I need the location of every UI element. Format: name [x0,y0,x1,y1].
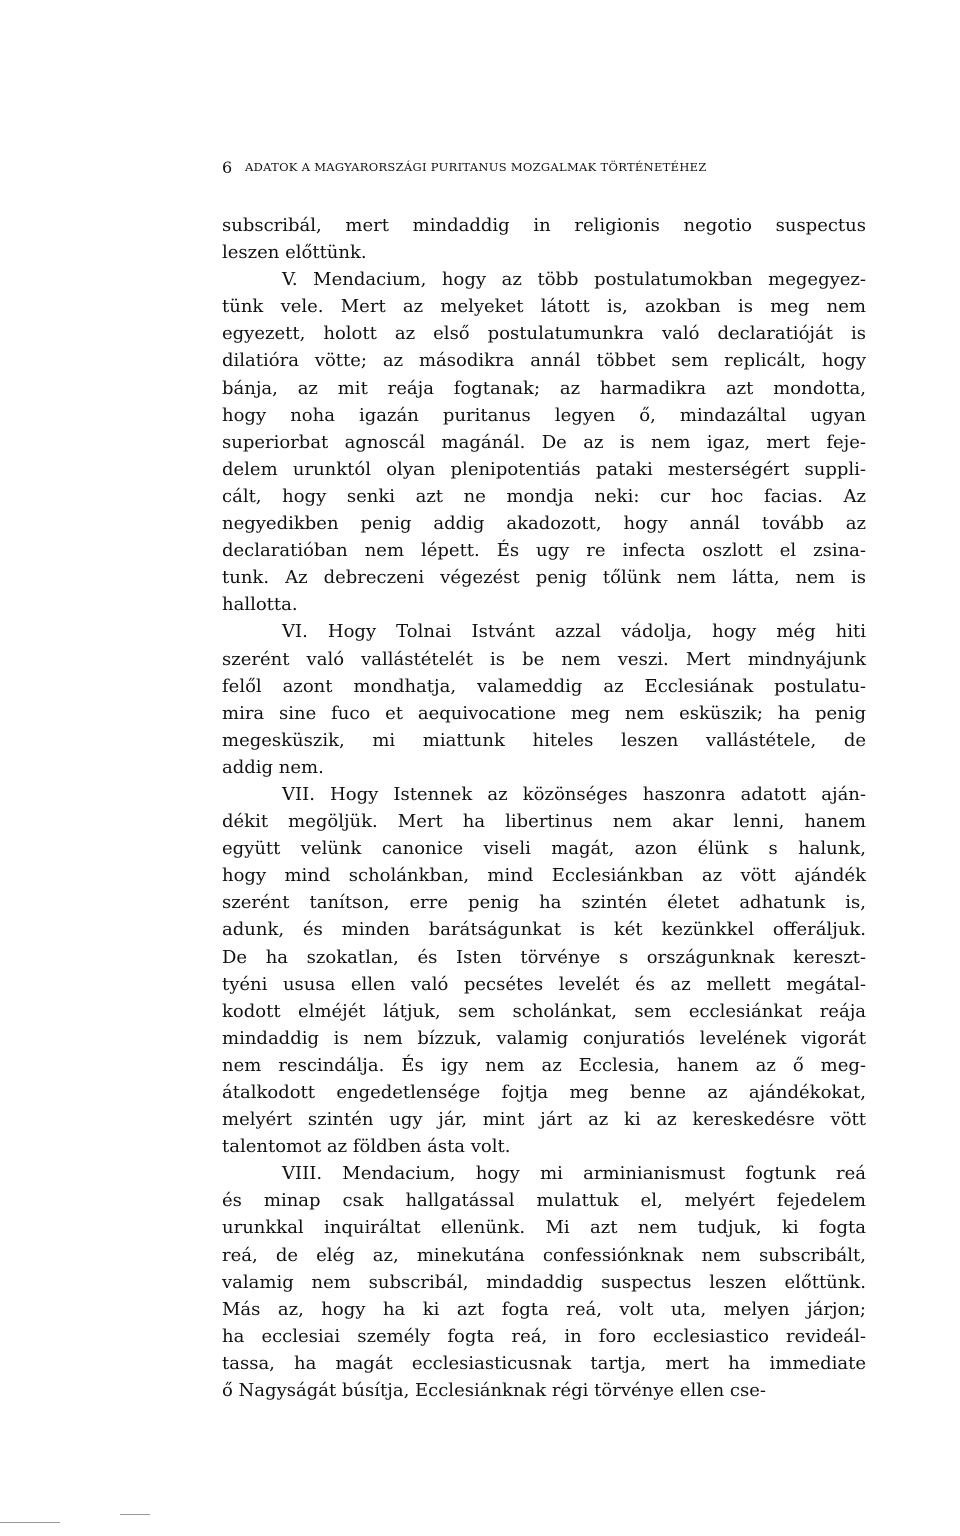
text-line: VI. Hogy Tolnai Istvánt azzal vádolja, hogy még hiti [282,621,866,643]
text-line: addig nem. [222,756,324,778]
text-line: szerént való vallástételét is be nem veszi. Mert mindnyájunk [222,648,866,670]
text-line: negyedikben penig addig akadozott, hogy annál tovább az [222,513,866,535]
text-line: declaratióban nem lépett. És ugy re infecta oszlott el zsina- [222,540,866,562]
scan-mark [120,1514,150,1515]
text-line: adunk, és minden barátságunkat is két kezünkkel offeráljuk. [222,919,866,941]
text-line: De ha szokatlan, és Isten törvénye s országunknak kereszt- [222,946,866,968]
text-line: hallotta. [222,594,298,616]
text-line: Más az, hogy ha ki azt fogta reá, volt uta, melyen járjon; [222,1298,866,1320]
text-line: bánja, az mit reája fogtanak; az harmadikra azt mondotta, [222,377,866,399]
text-line: ha ecclesiai személy fogta reá, in foro ecclesiastico revideál- [222,1325,866,1347]
scan-edge-marks [0,1500,960,1536]
text-line: subscribál, mert mindaddig in religionis negotio suspectus [222,215,866,236]
text-line: tunk. Az debreczeni végezést penig tőlünk nem látta, nem is [222,567,866,589]
scan-mark [0,1522,60,1523]
text-line: együtt velünk canonice viseli magát, azon élünk s halunk, [222,838,866,860]
text-line: megesküszik, mi miattunk hiteles leszen vallástétele, de [222,729,866,751]
text-line: urunkkal inquiráltat ellenünk. Mi azt nem tudjuk, ki fogta [222,1217,866,1239]
text-line: hogy mind scholánkban, mind Ecclesiánkban az vött ajándék [222,865,866,887]
text-line: reá, de elég az, minekutána confessiónknak nem subscribált, [222,1244,866,1266]
text-line: melyért szintén ugy jár, mint járt az ki az kereskedésre vött [222,1109,866,1131]
text-line: hogy noha igazán puritanus legyen ő, mindazáltal ugyan [222,404,866,426]
text-line: valamig nem subscribál, mindaddig suspectus leszen előttünk. [222,1271,866,1293]
text-line: tünk vele. Mert az melyeket látott is, azokban is meg nem [222,296,866,318]
text-line: leszen előttünk. [222,242,367,264]
body-text [222,212,866,1404]
text-line: tyéni ususa ellen való pecsétes levelét és az mellett megátal- [222,973,866,995]
text-line: és minap csak hallgatással mulattuk el, melyért fejedelem [222,1190,866,1212]
page-number: 6 [222,158,233,177]
text-line: felől azont mondhatja, valameddig az Ecclesiának postulatu- [222,675,866,697]
text-line: V. Mendacium, hogy az több postulatumokban megegyez- [282,269,866,291]
text-line: dékit megöljük. Mert ha libertinus nem akar lenni, hanem [222,811,866,833]
text-line: delem urunktól olyan plenipotentiás pataki mesterségért suppli- [222,458,866,480]
text-line: nem rescindálja. És igy nem az Ecclesia, hanem az ő meg- [222,1054,866,1076]
text-line: szerént tanítson, erre penig ha szintén életet adhatunk is, [222,892,866,914]
running-title: ADATOK A MAGYARORSZÁGI PURITANUS MOZGALMAK TÖRTÉNETÉHEZ [245,160,707,174]
text-line: talentomot az földben ásta volt. [222,1136,511,1158]
text-line: tassa, ha magát ecclesiasticusnak tartja, mert ha immediate [222,1352,866,1374]
text-line: dilatióra vötte; az másodikra annál többet sem replicált, hogy [222,350,866,372]
text-line: mindaddig is nem bízzuk, valamig conjuratiós levelének vigorát [222,1027,866,1049]
text-line: kodott elméjét látjuk, sem scholánkat, sem ecclesiánkat reája [222,1000,866,1022]
text-line: egyezett, holott az első postulatumunkra való declaratióját is [222,323,866,345]
page-header [222,160,922,180]
text-line: átalkodott engedetlensége fojtja meg benne az ajándékokat, [222,1082,866,1103]
text-line: mira sine fuco et aequivocatione meg nem esküszik; ha penig [222,702,866,724]
text-line: ő Nagyságát búsítja, Ecclesiánknak régi törvénye ellen cse- [222,1380,766,1402]
text-line: cált, hogy senki azt ne mondja neki: cur hoc facias. Az [222,485,866,507]
text-line: superiorbat agnoscál magánál. De az is nem igaz, mert feje- [222,431,866,453]
text-line: VII. Hogy Istennek az közönséges haszonra adatott aján- [282,783,866,805]
text-line: VIII. Mendacium, hogy mi arminianismust fogtunk reá [282,1163,866,1185]
